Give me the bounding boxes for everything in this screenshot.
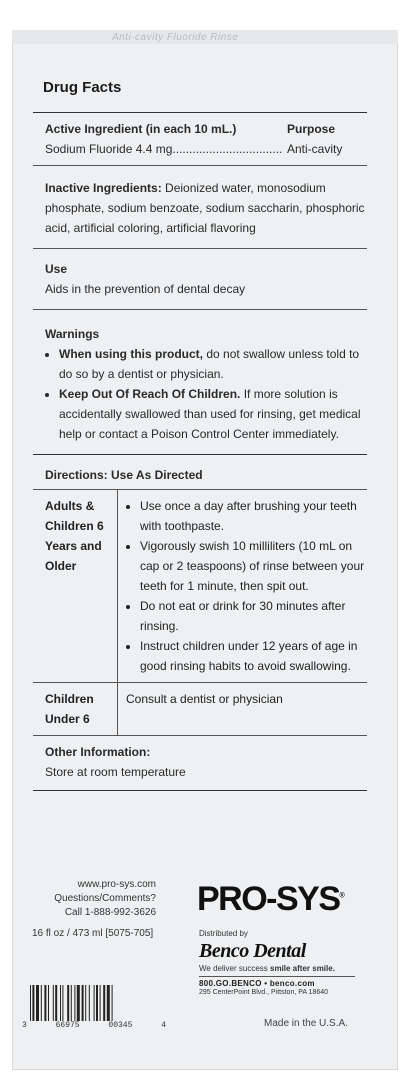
warning-text: If more solution is accidentally swallowed than used for rinsing, get medical help or contact a Poison Control Center immediately. — [59, 387, 361, 441]
inactive-label: Inactive Ingredients: — [45, 181, 162, 195]
logo-text: PRO-SYS — [197, 880, 340, 918]
warnings-section — [33, 310, 367, 454]
top-flap-text: Anti-cavity Fluoride Rinse — [112, 32, 239, 43]
distributed-by: Distributed by — [199, 929, 248, 938]
use-heading: Use — [45, 262, 68, 276]
pro-sys-logo — [197, 880, 345, 919]
warning-bold: When using this product, — [59, 347, 203, 361]
barcode-digits — [22, 1021, 166, 1030]
barcode-digit: 4 — [161, 1021, 166, 1030]
benco-address: 295 CenterPoint Blvd., Pittston, PA 18640 — [199, 989, 329, 996]
adults-label: Adults & Children 6 Years and Older — [43, 490, 118, 682]
purpose-heading: Purpose — [287, 122, 336, 136]
active-purpose: Anti-cavity — [287, 142, 343, 156]
direction-item: • Instruct children under 12 years of age in good rinsing habits to avoid swallowing. — [140, 636, 367, 676]
children-row — [43, 683, 367, 735]
warning-item — [59, 344, 367, 384]
other-heading: Other Information: — [45, 745, 151, 759]
active-heading: Active Ingredient (in each 10 mL.) — [45, 122, 237, 136]
direction-item: • Vigorously swish 10 milliliters (10 mL on cap or 2 teaspoons) of rinse between your teeth for 1 minute, then spit out. — [140, 536, 367, 596]
warning-bold: Keep Out Of Reach Of Children. — [59, 387, 241, 401]
benco-dental-logo: Benco Dental — [199, 940, 306, 962]
slogan-plain: We deliver success — [199, 964, 270, 973]
divider — [199, 976, 355, 977]
children-text: Consult a dentist or physician — [126, 692, 283, 706]
phone-number: Call 1-888-992-3626 — [64, 907, 156, 918]
children-label: Children Under 6 — [43, 683, 118, 735]
drug-facts-title: Drug Facts — [43, 79, 122, 96]
direction-item: • Use once a day after brushing your teeth with toothpaste. — [140, 496, 367, 536]
other-info-section — [33, 736, 367, 790]
direction-item: • Do not eat or drink for 30 minutes after rinsing. — [140, 596, 367, 636]
use-section — [33, 249, 367, 309]
directions-table — [43, 490, 367, 682]
contact-block — [52, 878, 156, 920]
size-text: 16 fl oz / 473 ml [5075-705] — [32, 928, 154, 939]
directions-heading: Directions: Use As Directed — [45, 468, 203, 482]
warning-text: do not swallow unless told to do so by a dentist or physician. — [59, 347, 360, 381]
slogan-bold: smile after smile. — [270, 964, 335, 973]
barcode-digit: 00345 — [108, 1021, 133, 1030]
active-ingredient-section — [33, 113, 367, 165]
inactive-text: Deionized water, monosodium phosphate, sodium benzoate, sodium saccharin, phosphoric acid, artificial coloring, artificial flavoring — [45, 181, 365, 235]
barcode-digit: 66975 — [55, 1021, 80, 1030]
questions-text: Questions/Comments? — [54, 893, 156, 904]
other-text: Store at room temperature — [45, 765, 186, 779]
drug-facts-panel — [33, 76, 367, 791]
benco-contact: 800.GO.BENCO • benco.com — [199, 979, 315, 988]
registered-mark: ® — [339, 892, 345, 900]
active-ingredient: Sodium Fluoride 4.4 mg................................. — [45, 142, 283, 156]
warning-item — [59, 384, 367, 444]
divider — [33, 790, 367, 791]
inactive-section — [33, 166, 367, 248]
slogan — [199, 964, 335, 973]
warnings-heading: Warnings — [45, 327, 100, 341]
website-link[interactable]: www.pro-sys.com — [77, 879, 156, 890]
adults-directions — [118, 490, 367, 682]
barcode-digit: 3 — [22, 1021, 27, 1030]
made-in: Made in the U.S.A. — [264, 1018, 348, 1029]
top-flap — [12, 30, 398, 44]
use-text: Aids in the prevention of dental decay — [45, 282, 246, 296]
